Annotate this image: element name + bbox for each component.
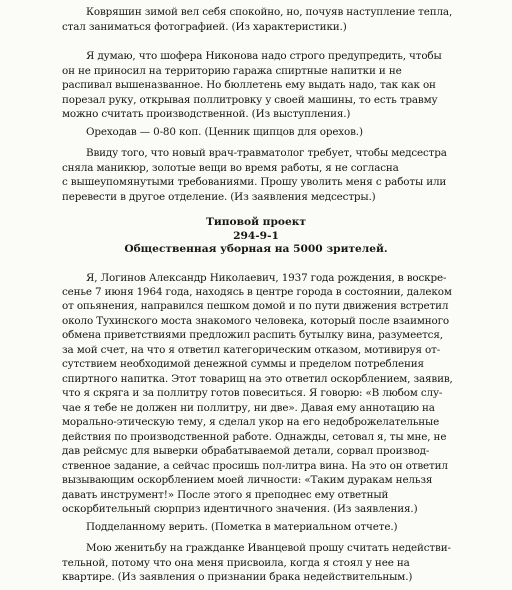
document-heading-line-3: Общественная уборная на 5000 зрителей. (124, 242, 388, 256)
text-line: обмена приветствиями предложил распить бутылку вина, разумеется, (62, 329, 443, 342)
text-line: оскорбительный сюрприз идентичного значения. (Из заявления.) (62, 502, 418, 515)
text-line: можно считать производственной. (Из выступления.) (62, 108, 351, 121)
text-line: около Тухинского моста знакомого человека, который после взаимного (62, 314, 449, 327)
text-line: тельной, потому что она меня присвоила, когда я стоял у нее на (62, 556, 410, 569)
text-line: он не приносил на территорию гаража спиртные напитки и не (62, 64, 402, 77)
text-line: ственное задание, а сейчас просишь пол-литра вина. На это он ответил (62, 459, 448, 472)
text-line: от опьянения, направился пешком домой и по пути движения встретил (62, 300, 449, 313)
text-line: сняла маникюр, золотые вещи во время работы, я не согласна (62, 161, 399, 174)
text-line: вызывающим оскорблением моей личности: «Таким дуракам нельзя (62, 474, 433, 486)
text-line: действия по производственной работе. Однажды, сетовал я, ты мне, не (62, 430, 447, 443)
text-line: сенье 7 июня 1964 года, находясь в центре города в состоянии, далеком (62, 285, 452, 298)
text-line: стал заниматься фотографией. (Из характеристики.) (62, 20, 347, 33)
text-line: распивал вышеназванное. Но бюллетень ему выдать надо, так как он (62, 79, 436, 92)
text-line: что я скряга и за поллитру готов повеситься. Я говорю: «В любом слу- (62, 387, 443, 400)
text-line: квартире. (Из заявления о признании брака недействительным.) (62, 571, 413, 583)
text-line: морально-этическую тему, я сделал укор на его недоброжелательные (62, 416, 440, 429)
document-heading-line-1: Типовой проект (205, 215, 306, 229)
text-line: перевести в другое отделение. (Из заявления медсестры.) (62, 190, 376, 203)
text-line: спиртного напитка. Этот товарищ на это ответил оскорблением, заявив, (62, 372, 453, 385)
document-heading-line-2: 294-9-1 (233, 228, 279, 242)
text-line: за мой счет, на что я ответил категорическим отказом, мотивируя от- (62, 343, 441, 356)
text-line: чае я тебе не должен ни поллитру, ни две». Давая ему аннотацию на (62, 401, 435, 414)
text-line: Мою женитьбу на гражданке Иванцевой прошу считать недействи- (86, 542, 451, 555)
text-line: Ввиду того, что новый врач-травматолог требует, чтобы медсестра (86, 147, 447, 160)
text-line: Ореходав — 0-80 коп. (Ценник щипцов для орехов.) (86, 126, 363, 138)
text-line: Я думаю, что шофера Никонова надо строго предупредить, чтобы (86, 50, 442, 63)
text-line: Подделанному верить. (Пометка в материальном отчете.) (86, 520, 398, 533)
text-line: давать инструмент!» После этого я преподнес ему ответный (62, 488, 389, 501)
text-line: сутствием необходимой денежной суммы и пределом потребления (62, 358, 424, 371)
text-line: Я, Логинов Александр Николаевич, 1937 года рождения, в воскре- (86, 271, 447, 284)
text-line: дав рейсмус для выверки обрабатываемой детали, сорвал производ- (62, 445, 430, 458)
text-line: с вышеупомянутыми требованиями. Прошу уволить меня с работы или (62, 176, 447, 189)
text-line: порезал руку, открывая поллитровку у своей машины, то есть травму (62, 93, 438, 106)
text-line: Ковряшин зимой вел себя спокойно, но, почуяв наступление тепла, (86, 6, 453, 18)
